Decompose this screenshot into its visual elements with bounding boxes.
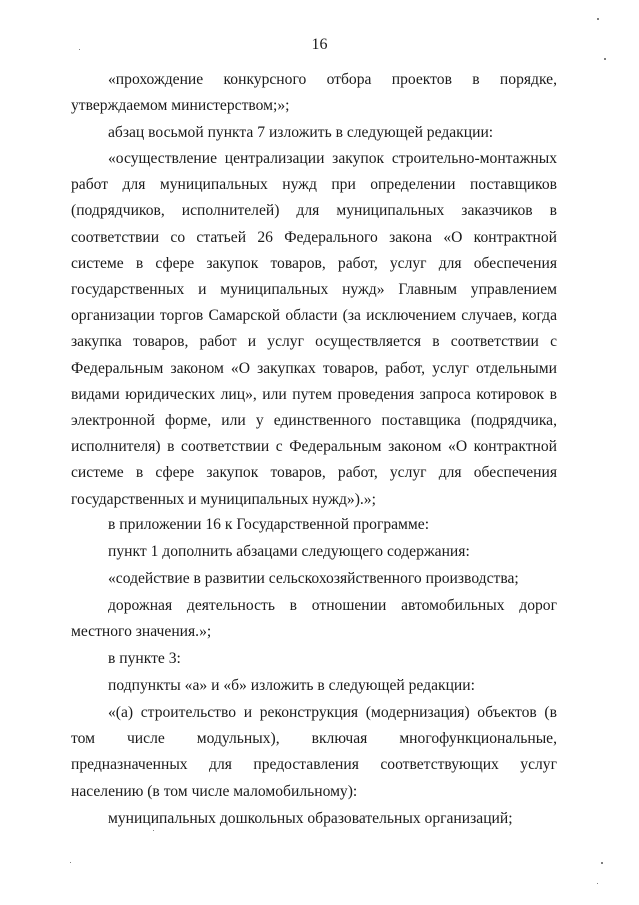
paragraph-9: подпункты «а» и «б» изложить в следующей редакции: — [108, 677, 475, 694]
paragraph-10: «(а) строительство и реконструкция (модернизация) объектов (в том числе модульных), включая многофункциональные, предназначенных для предоставления соответствующих услуг населению (в том числе маломобильному): — [71, 704, 557, 800]
scan-speck — [604, 58, 606, 60]
page-number: 16 — [311, 36, 328, 53]
paragraph-6: «содействие в развитии сельскохозяйственного производства; — [108, 570, 519, 587]
scan-speck — [70, 862, 71, 863]
scan-speck — [597, 883, 598, 884]
scan-speck — [153, 830, 154, 831]
paragraph-5: пункт 1 дополнить абзацами следующего содержания: — [108, 543, 470, 560]
paragraph-1: «прохождение конкурсного отбора проектов в порядке, утверждаемом министерством;»; — [71, 71, 557, 115]
paragraph-4: в приложении 16 к Государственной программе: — [108, 516, 430, 533]
paragraph-8: в пункте 3: — [108, 650, 181, 667]
paragraph-11: муниципальных дошкольных образовательных организаций; — [108, 810, 513, 827]
scan-speck — [601, 862, 603, 864]
scan-speck — [597, 18, 599, 20]
paragraph-7: дорожная деятельность в отношении автомобильных дорог местного значения.»; — [71, 597, 557, 641]
paragraph-2: абзац восьмой пункта 7 изложить в следующей редакции: — [108, 124, 494, 141]
scan-speck — [79, 49, 80, 50]
paragraph-3: «осуществление централизации закупок строительно-монтажных работ для муниципальных нужд при определении поставщиков (подрядчиков, исполнителей) для муниципальных заказчиков в соответствии со статьей 26 Федерального закона «О контрактной системе в сфере закупок товаров, работ, услуг для обеспечения государственных и муниципальных нужд» Главным управлением организации торгов Самарской области (за исключением случаев, когда закупка товаров, работ и услуг осуществляется в соответствии с Федеральным законом «О закупках товаров, работ, услуг отдельными видами юридических лиц», или путем проведения запроса котировок в электронной форме, или у единственного поставщика (подрядчика, исполнителя) в соответствии с Федеральным законом «О контрактной системе в сфере закупок товаров, работ, услуг для обеспечения государственных и муниципальных нужд»).»; — [71, 150, 557, 508]
